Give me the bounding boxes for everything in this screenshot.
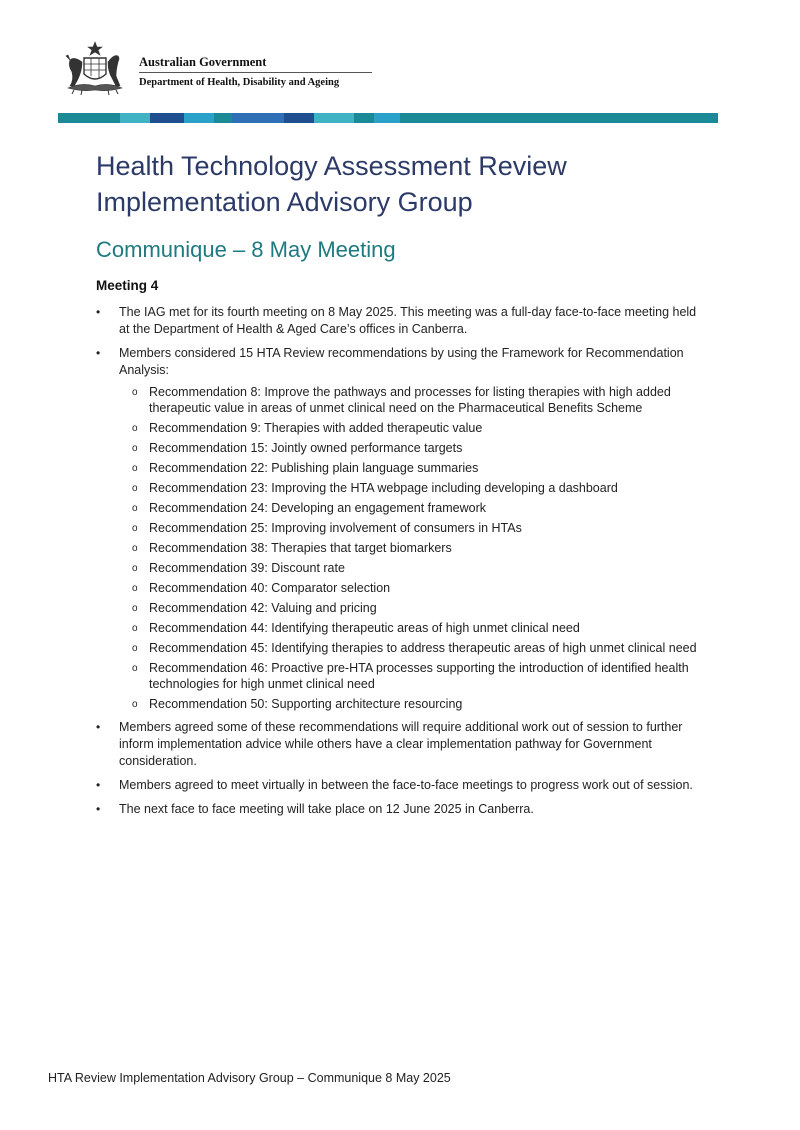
stripe-segment	[374, 113, 400, 123]
bullet-item	[96, 345, 708, 712]
recommendation-item: o Recommendation 25: Improving involvement of consumers in HTAs	[119, 520, 708, 536]
decorative-stripe	[58, 113, 718, 123]
page-title: Health Technology Assessment Review Implementation Advisory Group	[96, 151, 567, 217]
bullet-list	[96, 304, 708, 818]
recommendation-item: o Recommendation 15: Jointly owned performance targets	[119, 440, 708, 456]
stripe-segment	[232, 113, 284, 123]
bullet-text: Members agreed to meet virtually in between the face-to-face meetings to progress work out of session.	[119, 778, 693, 792]
stripe-segment	[214, 113, 232, 123]
bullet-text: The IAG met for its fourth meeting on 8 May 2025. This meeting was a full-day face-to-face meeting held at the Department of Health & Aged Care’s offices in Canberra.	[119, 305, 697, 336]
recommendation-list	[119, 384, 708, 712]
government-header	[62, 40, 382, 100]
recommendation-item: o Recommendation 9: Therapies with added therapeutic value	[119, 420, 708, 436]
recommendation-item: o Recommendation 46: Proactive pre-HTA processes supporting the introduction of identified health technologies for high unmet clinical need	[119, 660, 708, 692]
stripe-segment	[314, 113, 354, 123]
wordmark-divider	[139, 72, 372, 73]
stripe-segment	[184, 113, 214, 123]
recommendation-item: o Recommendation 50: Supporting architecture resourcing	[119, 696, 708, 712]
government-wordmark	[139, 55, 379, 89]
stripe-segment	[150, 113, 184, 123]
bullet-item	[96, 719, 708, 770]
recommendation-item: o Recommendation 8: Improve the pathways and processes for listing therapies with high added therapeutic value in areas of unmet clinical need on the Pharmaceutical Benefits Scheme	[119, 384, 708, 416]
recommendation-item: o Recommendation 39: Discount rate	[119, 560, 708, 576]
bullet-text: Members agreed some of these recommendations will require additional work out of session to further inform implementation advice while others have a clear implementation pathway for Government consideration.	[119, 720, 683, 768]
government-name: Australian Government	[139, 55, 267, 69]
stripe-segment	[120, 113, 150, 123]
stripe-segment	[58, 113, 120, 123]
bullet-item	[96, 777, 708, 794]
recommendation-item: o Recommendation 38: Therapies that target biomarkers	[119, 540, 708, 556]
bullet-text: Members considered 15 HTA Review recommendations by using the Framework for Recommendation Analysis:	[119, 346, 684, 377]
stripe-segment	[284, 113, 314, 123]
recommendation-item: o Recommendation 40: Comparator selection	[119, 580, 708, 596]
bullet-item	[96, 801, 708, 818]
coat-of-arms-icon	[62, 40, 128, 96]
bullet-text: The next face to face meeting will take place on 12 June 2025 in Canberra.	[119, 802, 534, 816]
recommendation-item: o Recommendation 42: Valuing and pricing	[119, 600, 708, 616]
recommendation-item: o Recommendation 24: Developing an engagement framework	[119, 500, 708, 516]
page-footer: HTA Review Implementation Advisory Group – Communique 8 May 2025	[48, 1071, 451, 1085]
bullet-item	[96, 304, 708, 338]
recommendation-item: o Recommendation 22: Publishing plain language summaries	[119, 460, 708, 476]
communique-body	[96, 304, 708, 825]
recommendation-item: o Recommendation 23: Improving the HTA webpage including developing a dashboard	[119, 480, 708, 496]
recommendation-item: o Recommendation 45: Identifying therapies to address therapeutic areas of high unmet clinical need	[119, 640, 708, 656]
page-subtitle: Communique – 8 May Meeting	[96, 237, 396, 262]
section-heading: Meeting 4	[96, 278, 159, 293]
recommendation-item: o Recommendation 44: Identifying therapeutic areas of high unmet clinical need	[119, 620, 708, 636]
department-name: Department of Health, Disability and Ageing	[139, 77, 340, 88]
stripe-segment	[354, 113, 374, 123]
stripe-segment	[400, 113, 718, 123]
